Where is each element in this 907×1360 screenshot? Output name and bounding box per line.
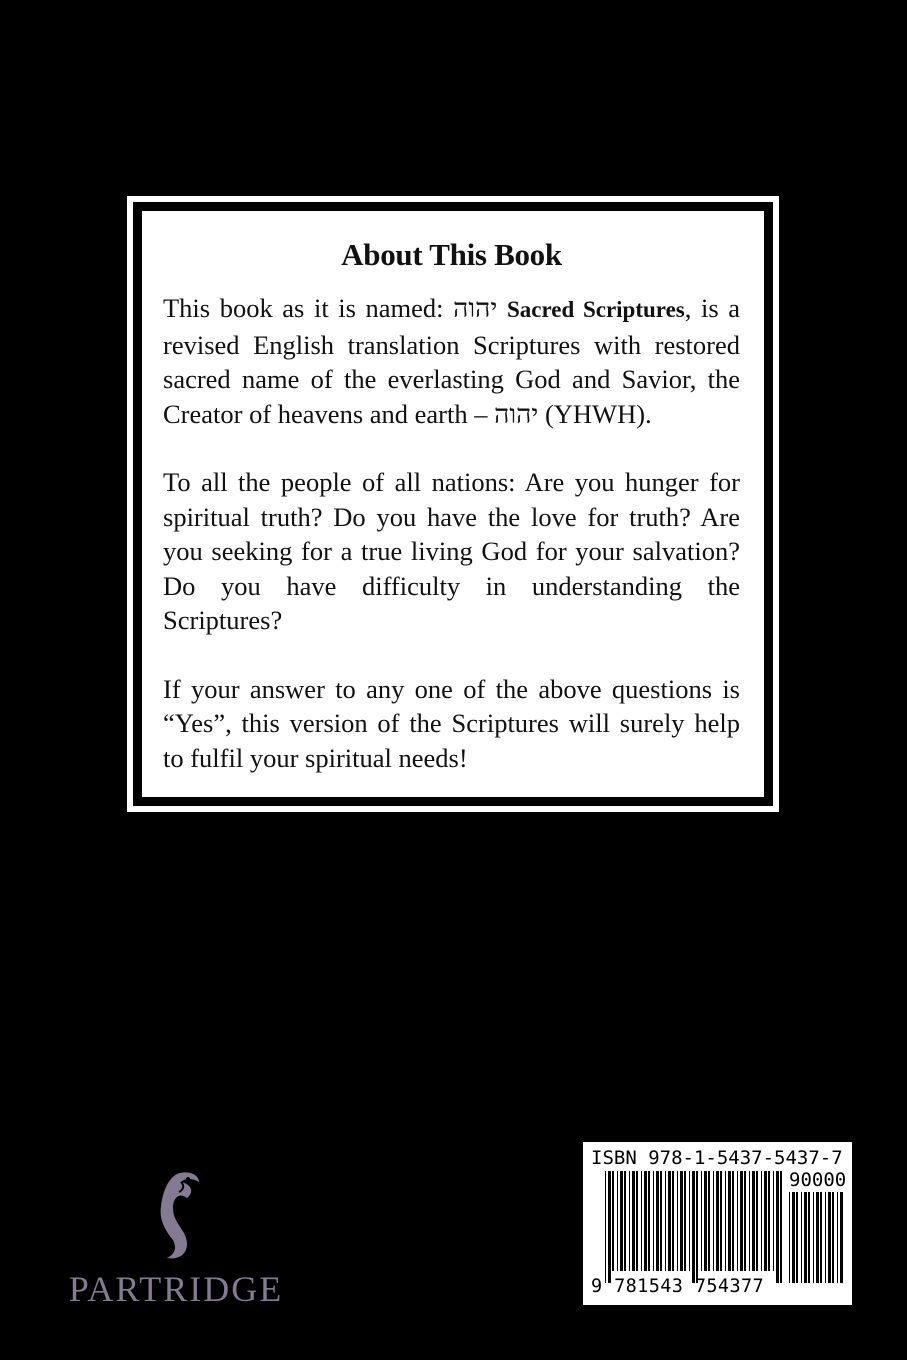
para1-end: (YHWH).	[538, 398, 652, 429]
publisher-name: PARTRIDGE	[68, 1269, 284, 1309]
price-addon-code: 90000	[789, 1169, 847, 1191]
publisher-logo	[55, 1168, 297, 1310]
addon-barcode-bars	[789, 1192, 843, 1283]
about-paragraph-2: To all the people of all nations: Are you hunger for spiritual truth? Do you have the love for truth? Are you seeking for a true living God for your salvation? Do you have difficulty in understanding the Scriptures?	[163, 467, 740, 635]
para1-intro: This book as it is named:	[163, 293, 454, 323]
about-title: About This Book	[341, 237, 562, 272]
barcode-bars	[605, 1171, 783, 1283]
isbn-barcode	[583, 1142, 852, 1305]
para1-body: , is a revised English translation Scriptures with restored sacred name of the everlasting God and Savior, the Creator of heavens and earth –	[163, 293, 741, 429]
tetragrammaton: יהוה	[494, 398, 539, 429]
sacred-scriptures-title: Sacred Scriptures	[506, 297, 685, 322]
isbn-label: ISBN 978-1-5437-5437-7	[591, 1147, 843, 1169]
about-this-book-box	[127, 196, 779, 812]
about-panel	[146, 215, 760, 793]
sacred-name-hebrew: יהוה	[453, 293, 498, 323]
barcode-digits: 9 781543 754377	[591, 1276, 765, 1297]
about-box-border	[133, 202, 773, 806]
partridge-bird-icon	[147, 1168, 203, 1260]
about-paragraph-3: If your answer to any one of the above questions is “Yes”, this version of the Scriptures will surely help to fulfil your spiritual needs!	[163, 673, 740, 773]
about-paragraph-1	[163, 291, 740, 431]
